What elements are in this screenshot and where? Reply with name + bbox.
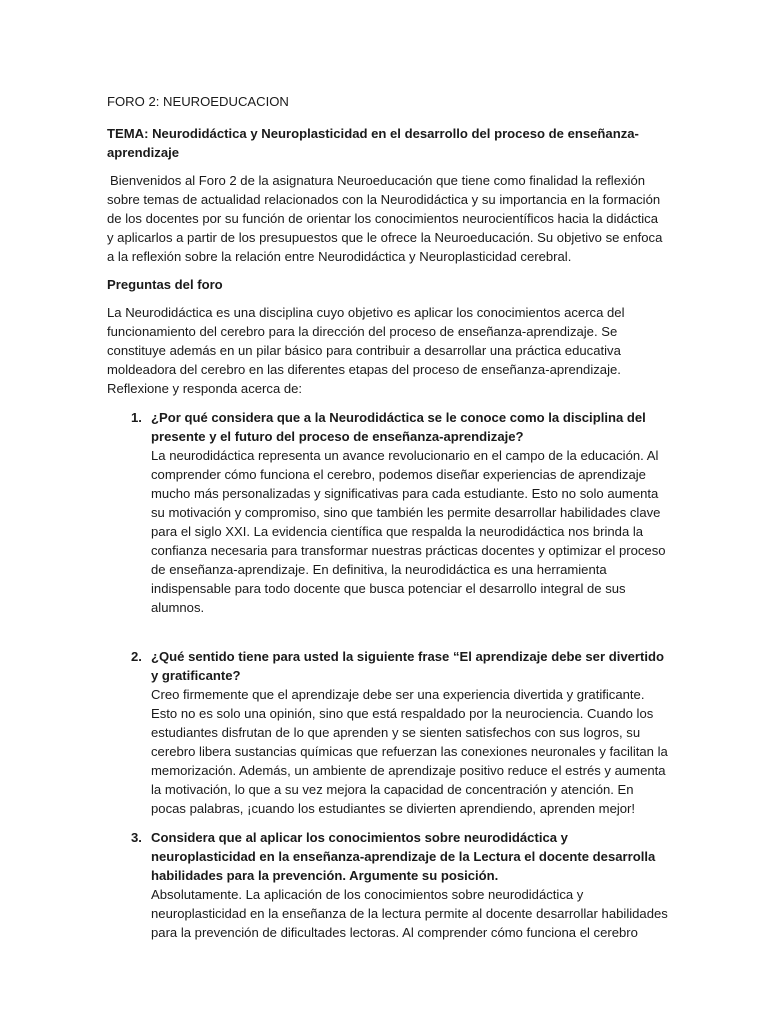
document-tema: TEMA: Neurodidáctica y Neuroplasticidad en el desarrollo del proceso de enseñanza-aprendizaje: [107, 126, 639, 160]
question-text: Considera que al aplicar los conocimientos sobre neurodidáctica y neuroplasticidad en la enseñanza-aprendizaje de la Lectura el docente desarrolla habilidades para la prevención. Argumente su posición.: [151, 830, 656, 883]
document-title: FORO 2: NEUROEDUCACION: [107, 94, 289, 109]
question-item: [107, 647, 668, 818]
question-list: [107, 408, 668, 942]
question-text: ¿Qué sentido tiene para usted la siguiente frase “El aprendizaje debe ser divertido y gratificante?: [151, 649, 664, 683]
question-item: [107, 408, 668, 617]
preguntas-heading: Preguntas del foro: [107, 277, 223, 292]
answer-text: Absolutamente. La aplicación de los conocimientos sobre neurodidáctica y neuroplasticidad en la enseñanza de la lectura permite al docente desarrollar habilidades para la prevención de dificultades lectoras. Al comprender cómo funciona el cerebro: [151, 887, 668, 940]
answer-text: La neurodidáctica representa un avance revolucionario en el campo de la educación. Al comprender cómo funciona el cerebro, podemos diseñar experiencias de aprendizaje mucho más personalizadas y significativas para cada estudiante. Esto no solo aumenta su motivación y compromiso, sino que también les permite desarrollar habilidades clave para el siglo XXI. La evidencia científica que respalda la neurodidáctica nos brinda la confianza necesaria para transformar nuestras prácticas docentes y optimizar el proceso de enseñanza-aprendizaje. En definitiva, la neurodidáctica es una herramienta indispensable para todo docente que busca potenciar el desarrollo integral de sus alumnos.: [151, 448, 666, 615]
question-text: ¿Por qué considera que a la Neurodidáctica se le conoce como la disciplina del presente y el futuro del proceso de enseñanza-aprendizaje?: [151, 410, 646, 444]
question-item: [107, 828, 668, 942]
answer-text: Creo firmemente que el aprendizaje debe ser una experiencia divertida y gratificante. Esto no es solo una opinión, sino que está respaldado por la neurociencia. Cuando los estudiantes disfrutan de lo que aprenden y se sienten satisfechos con sus logros, su cerebro libera sustancias químicas que refuerzan las conexiones neuronales y facilitan la memorización. Además, un ambiente de aprendizaje positivo reduce el estrés y aumenta la motivación, lo que a su vez mejora la capacidad de concentración y atención. En pocas palabras, ¡cuando los estudiantes se divierten aprendiendo, aprenden mejor!: [151, 687, 668, 816]
preamble-paragraph: La Neurodidáctica es una disciplina cuyo objetivo es aplicar los conocimientos acerca del funcionamiento del cerebro para la dirección del proceso de enseñanza-aprendizaje. Se constituye además en un pilar básico para contribuir a desarrollar una práctica educativa moldeadora del cerebro en las diferentes etapas del proceso de enseñanza-aprendizaje. Reflexione y responda acerca de:: [107, 305, 625, 396]
question-number: 1.: [131, 410, 142, 425]
question-number: 2.: [131, 649, 142, 664]
intro-paragraph: Bienvenidos al Foro 2 de la asignatura Neuroeducación que tiene como finalidad la reflexión sobre temas de actualidad relacionados con la Neurodidáctica y su importancia en la formación de los docentes por su función de orientar los conocimientos neurocientíficos hacia la didáctica y aplicarlos a partir de los presupuestos que le ofrece la Neuroeducación. Su objetivo se enfoca a la reflexión sobre la relación entre Neurodidáctica y Neuroplasticidad cerebral.: [107, 173, 663, 264]
question-number: 3.: [131, 830, 142, 845]
